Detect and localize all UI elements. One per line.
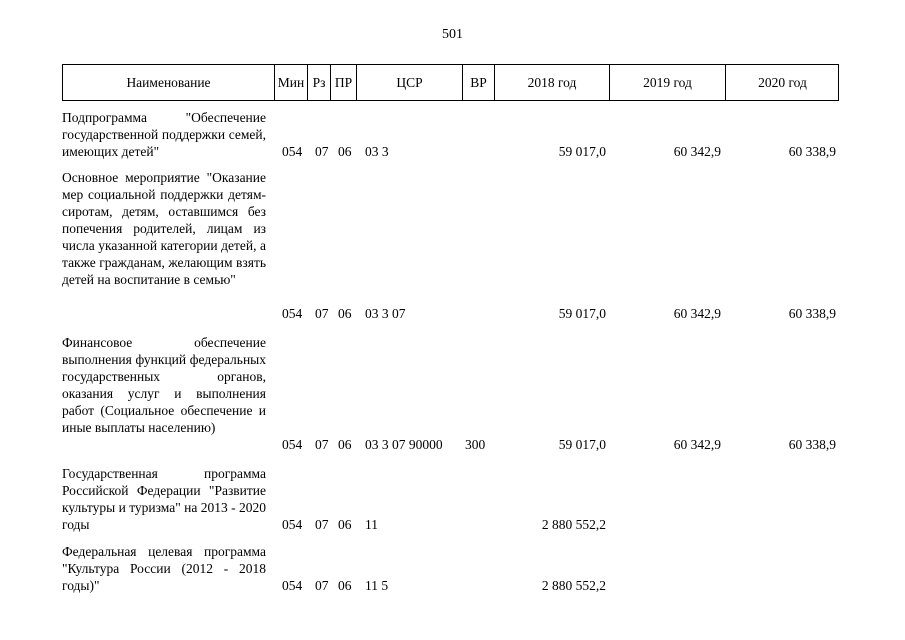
row-csr: 11 (365, 517, 378, 532)
row-rz: 07 (315, 306, 329, 321)
row-2019: 60 342,9 (673, 437, 721, 452)
row-2019: 60 342,9 (673, 306, 721, 321)
row-2018: 59 017,0 (558, 437, 606, 452)
column-header-pr: ПР (330, 65, 356, 100)
row-csr: 03 3 (365, 144, 389, 159)
row-rz: 07 (315, 144, 329, 159)
row-csr: 11 5 (365, 578, 389, 593)
row-2018: 2 880 552,2 (541, 578, 606, 593)
row-name: Финансовое обеспечение выполнения функций федеральных государственных органов, оказания услуг и выполнения работ (Социальное обеспечение и иные выплаты населению) (62, 335, 266, 435)
row-pr: 06 (338, 306, 352, 321)
table-header (62, 64, 839, 101)
page-number: 501 (442, 27, 463, 42)
row-rz: 07 (315, 437, 329, 452)
row-name: Основное мероприятие "Оказание мер социальной поддержки детям-сиротам, детям, оставшимся без попечения родителей, лицам из числа указанной категории детей, а также гражданам, желающим взять детей на воспитание в семью" (62, 170, 266, 287)
row-vr: 300 (465, 437, 486, 452)
column-header-vr: ВР (462, 65, 494, 100)
row-2019: 60 342,9 (673, 144, 721, 159)
row-2020: 60 338,9 (788, 306, 836, 321)
row-2018: 2 880 552,2 (541, 517, 606, 532)
row-pr: 06 (338, 578, 352, 593)
row-pr: 06 (338, 144, 352, 159)
row-min: 054 (282, 306, 303, 321)
row-2020: 60 338,9 (788, 144, 836, 159)
column-header-2018: 2018 год (494, 65, 609, 100)
column-header-rz: Рз (307, 65, 330, 100)
row-rz: 07 (315, 578, 329, 593)
row-2018: 59 017,0 (558, 306, 606, 321)
row-csr: 03 3 07 90000 (365, 437, 443, 452)
row-rz: 07 (315, 517, 329, 532)
row-csr: 03 3 07 (365, 306, 406, 321)
row-2020: 60 338,9 (788, 437, 836, 452)
row-min: 054 (282, 578, 303, 593)
row-min: 054 (282, 517, 303, 532)
row-2018: 59 017,0 (558, 144, 606, 159)
row-pr: 06 (338, 517, 352, 532)
row-min: 054 (282, 437, 303, 452)
column-header-csr: ЦСР (356, 65, 462, 100)
column-header-2019: 2019 год (609, 65, 725, 100)
column-header-2020: 2020 год (725, 65, 839, 100)
row-pr: 06 (338, 437, 352, 452)
row-min: 054 (282, 144, 303, 159)
row-name: Подпрограмма "Обеспечение государственной поддержки семей, имеющих детей" (62, 110, 266, 159)
row-name: Федеральная целевая программа "Культура России (2012 - 2018 годы)" (62, 544, 266, 593)
column-header-name: Наименование (126, 74, 211, 90)
row-name: Государственная программа Российской Федерации "Развитие культуры и туризма" на 2013 - 2020 годы (62, 466, 266, 532)
column-header-min: Мин (274, 65, 307, 100)
